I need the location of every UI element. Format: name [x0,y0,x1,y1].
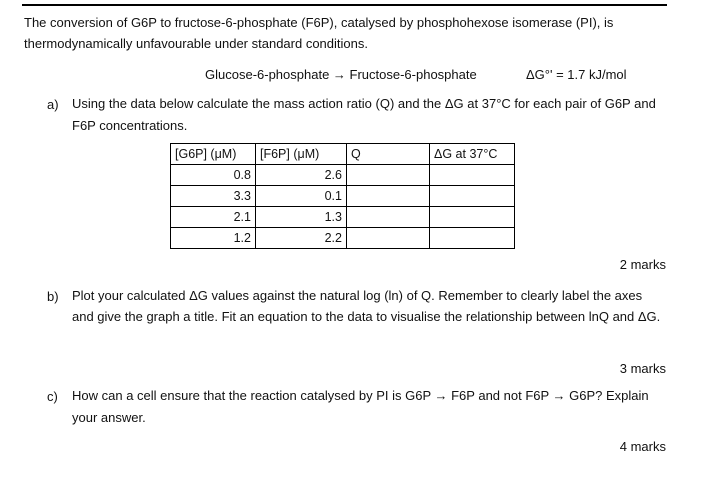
question-a-marks: 2 marks [619,257,666,272]
standard-free-energy: ΔG°' = 1.7 kJ/mol [526,67,627,82]
cell-q[interactable] [347,228,430,249]
question-c-text: How can a cell ensure that the reaction catalysed by PI is G6P → F6P and not F6P → G6P? Explain your answer. [72,388,649,425]
header-g6p: [G6P] (μM) [171,144,256,165]
cell-delta-g[interactable] [430,186,515,207]
cell-f6p: 2.6 [256,165,347,186]
header-q: Q [347,144,430,165]
cell-q[interactable] [347,207,430,228]
table-row [171,186,515,207]
top-rule [22,4,667,6]
cell-f6p: 2.2 [256,228,347,249]
cell-delta-g[interactable] [430,165,515,186]
header-f6p: [F6P] (μM) [256,144,347,165]
cell-delta-g[interactable] [430,228,515,249]
question-b-marks: 3 marks [619,361,666,376]
intro-paragraph: The conversion of G6P to fructose-6-phosphate (F6P), catalysed by phosphohexose isomerase (PI), is thermodynamically unfavourable under standard conditions. [24,15,614,51]
question-b-text: Plot your calculated ΔG values against the natural log (ln) of Q. Remember to clearly label the axes and give the graph a title. Fit an equation to the data to visualise the relationship between lnQ and ΔG. [72,288,661,324]
question-a-text: Using the data below calculate the mass action ratio (Q) and the ΔG at 37°C for each pair of G6P and F6P concentrations. [72,96,656,133]
question-c-label: c) [47,389,58,404]
table-row [171,165,515,186]
cell-f6p: 0.1 [256,186,347,207]
cell-g6p: 3.3 [171,186,256,207]
question-b-label: b) [47,289,59,304]
cell-delta-g[interactable] [430,207,515,228]
cell-q[interactable] [347,186,430,207]
table-row [171,228,515,249]
cell-g6p: 2.1 [171,207,256,228]
cell-q[interactable] [347,165,430,186]
header-delta-g: ΔG at 37°C [430,144,515,165]
cell-g6p: 0.8 [171,165,256,186]
question-c-marks: 4 marks [619,439,666,454]
cell-f6p: 1.3 [256,207,347,228]
reaction-equation: Glucose-6-phosphate → Fructose-6-phosphate [205,67,477,82]
table-header-row [171,144,515,165]
table-row [171,207,515,228]
question-a-label: a) [47,97,59,112]
cell-g6p: 1.2 [171,228,256,249]
concentration-table [170,143,515,249]
